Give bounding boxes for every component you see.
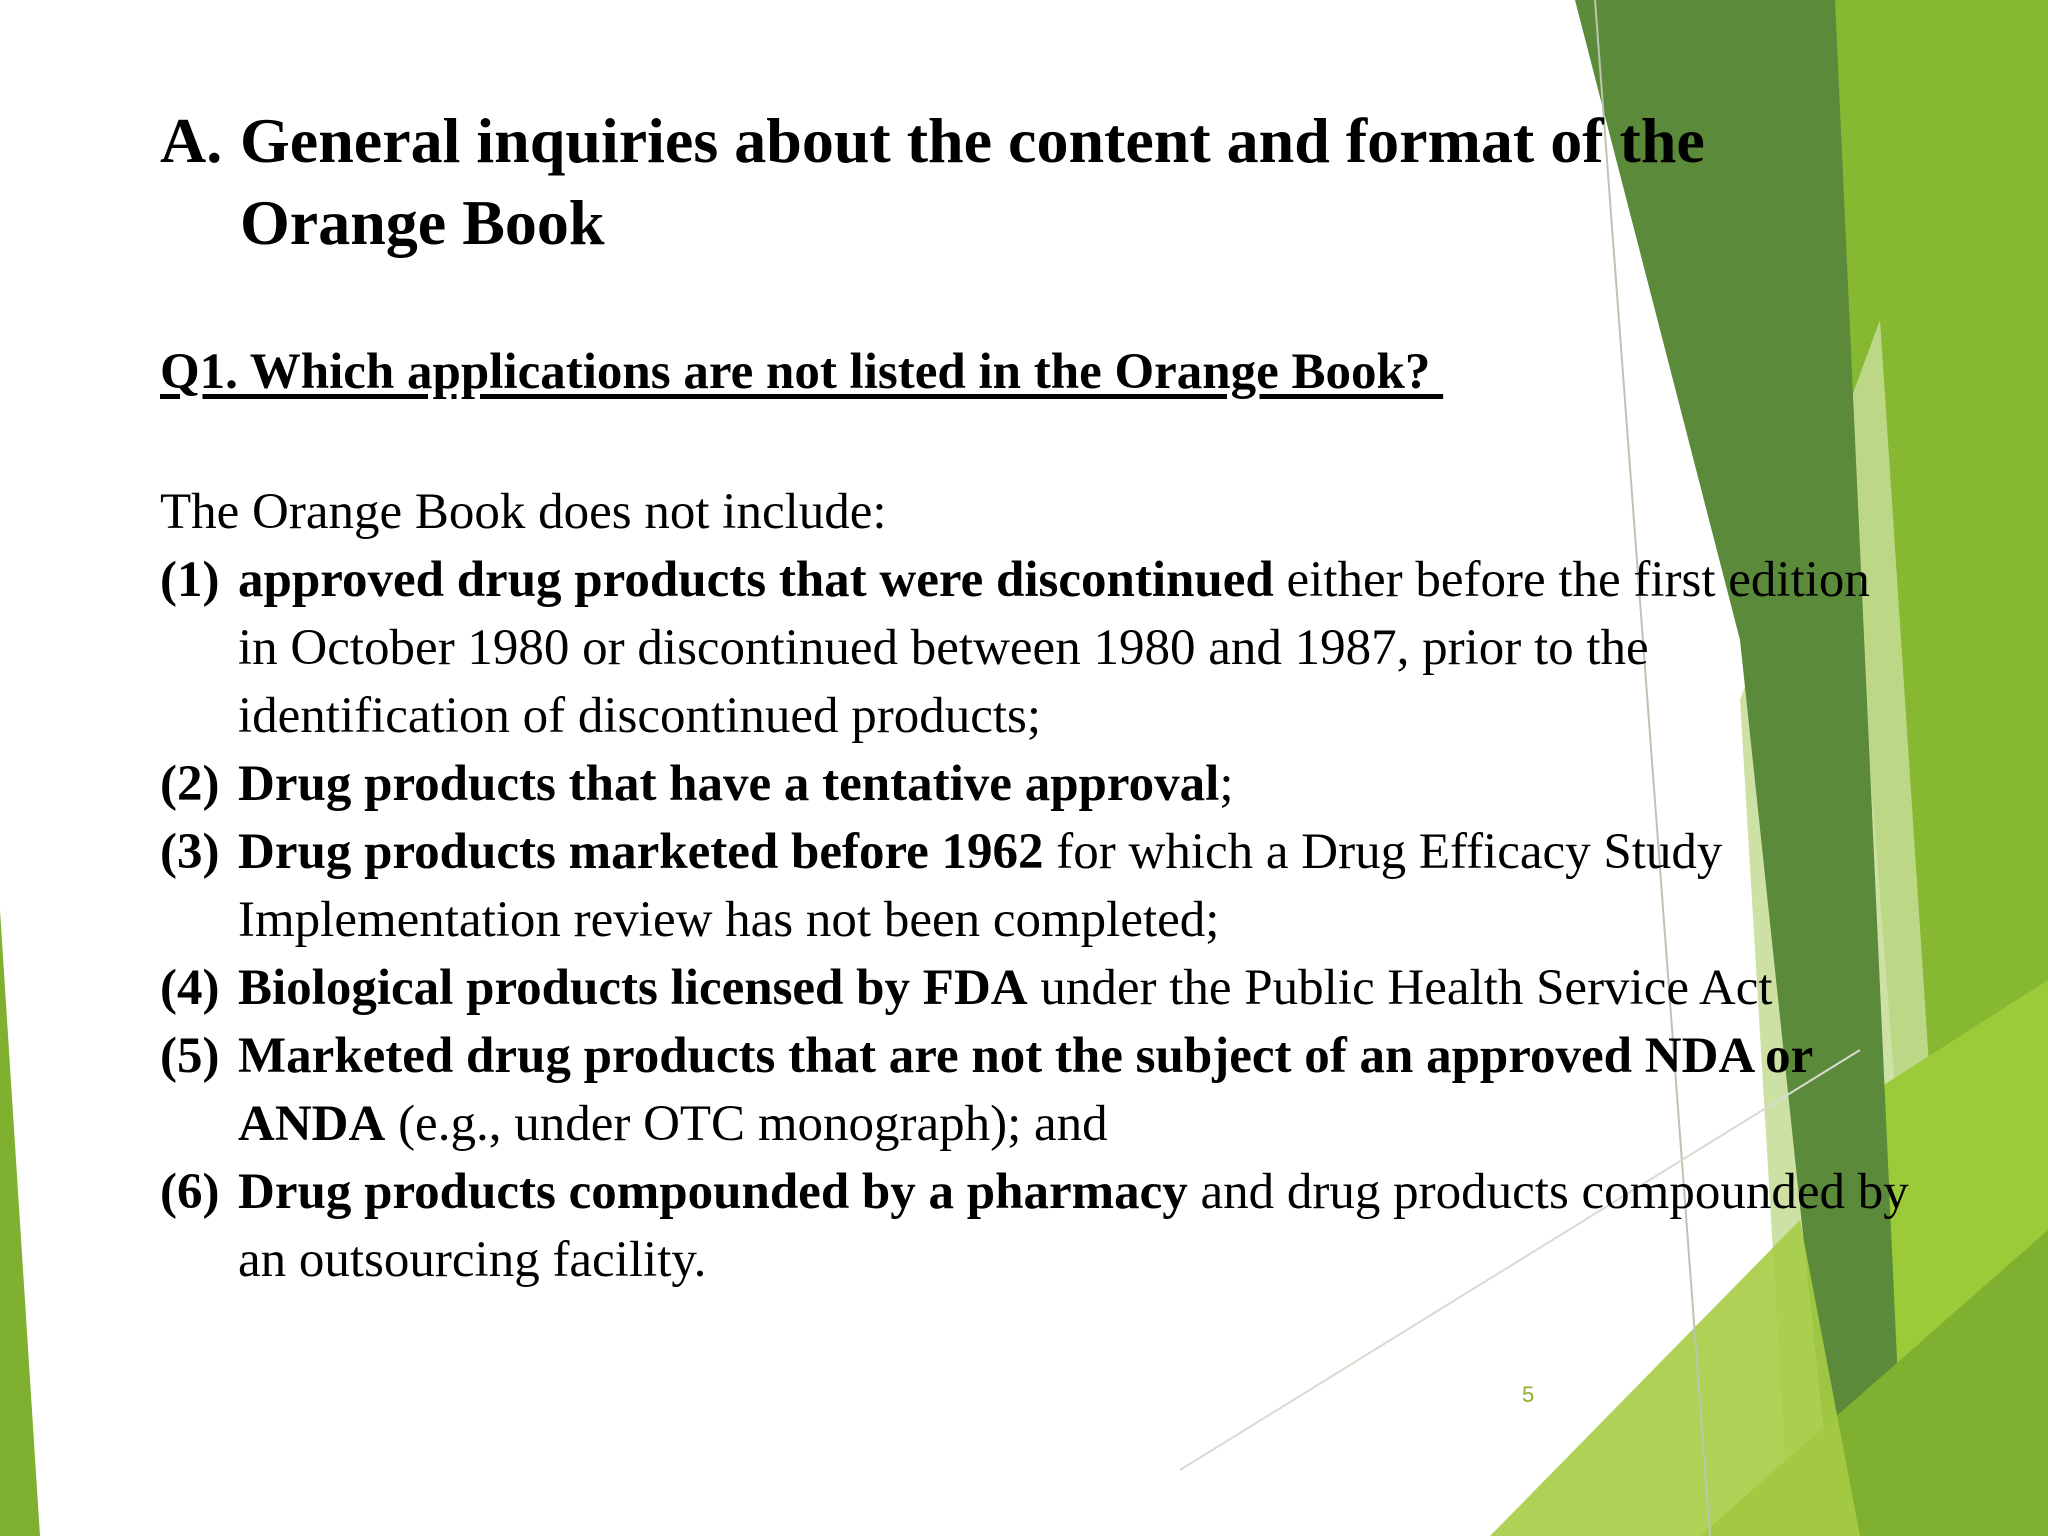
intro-text: The Orange Book does not include: [160, 484, 887, 540]
exclusion-list [160, 546, 1920, 1294]
list-item [160, 750, 1920, 818]
list-item [160, 1022, 1920, 1158]
list-item-number: (4) [160, 960, 220, 1016]
list-item-bold: Marketed drug products that are not the subject of an approved NDA or ANDA [238, 1028, 1813, 1152]
page-number: 5 [1522, 1382, 1535, 1407]
list-item-rest: ; [1219, 756, 1234, 812]
list-item-rest: either before the first edition in October 1980 or discontinued between 1980 and 1987, prior to the identification of discontinued products; [238, 552, 1870, 744]
deco-shape-left [0, 910, 40, 1536]
heading-label: A. [160, 105, 223, 176]
list-item [160, 954, 1920, 1022]
list-item-bold: approved drug products that were discontinued [238, 552, 1274, 608]
list-item-number: (2) [160, 756, 220, 812]
question-title: Q1. Which applications are not listed in the Orange Book? [160, 344, 1444, 400]
list-item-bold: Drug products compounded by a pharmacy [238, 1164, 1188, 1220]
slide-heading [160, 100, 1720, 264]
list-item [160, 818, 1920, 954]
list-item-bold: Drug products marketed before 1962 [238, 824, 1044, 880]
heading-text: General inquiries about the content and format of the Orange Book [240, 105, 1705, 258]
list-item-number: (1) [160, 552, 220, 608]
list-item-rest: for which a Drug Efficacy Study Implementation review has not been completed; [238, 824, 1723, 948]
list-item-bold: Biological products licensed by FDA [238, 960, 1028, 1016]
list-item-number: (3) [160, 824, 220, 880]
list-item-rest: and drug products compounded by an outsourcing facility. [238, 1164, 1909, 1288]
list-item-number: (5) [160, 1028, 220, 1084]
list-item-bold: Drug products that have a tentative approval [238, 756, 1220, 812]
list-item-rest: (e.g., under OTC monograph); and [385, 1096, 1108, 1152]
list-item [160, 1158, 1920, 1294]
list-item [160, 546, 1920, 750]
list-item-number: (6) [160, 1164, 220, 1220]
list-item-rest: under the Public Health Service Act [1027, 960, 1773, 1016]
